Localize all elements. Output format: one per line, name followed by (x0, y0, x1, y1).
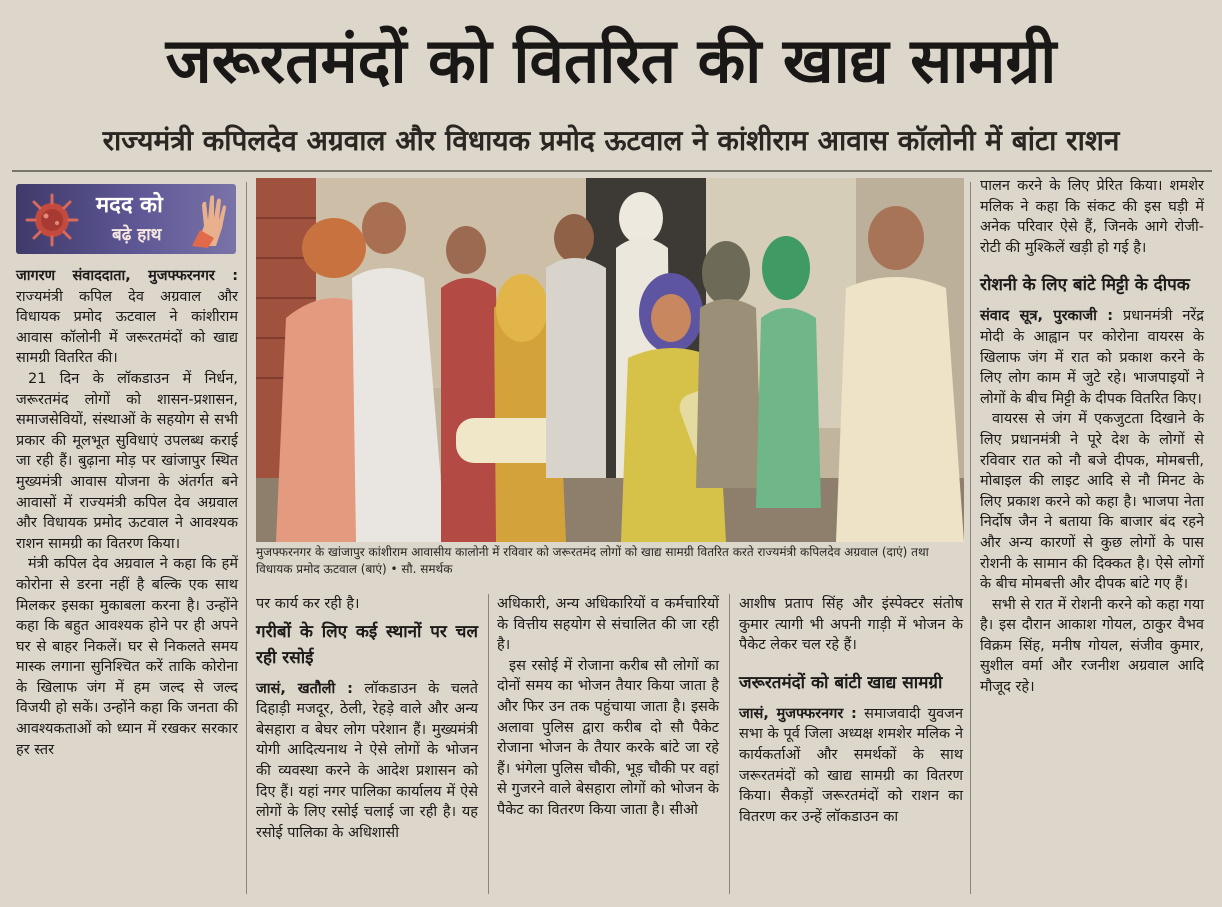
column-divider (246, 182, 247, 894)
paragraph: समाजवादी युवजन सभा के पूर्व जिला अध्यक्ष शमशेर मलिक ने कार्यकर्ताओं और समर्थकों के साथ जरूरतमंदों को खाद्य सामग्री का वितरण किया। सैकड़ों जरूरतमंदों को राशन का वितरण कर उन्हें लॉकडाउन का (739, 705, 963, 825)
paragraph: पर कार्य कर रही है। (256, 596, 360, 612)
divider (12, 170, 1212, 172)
paragraph: लॉकडाउन के चलते दिहाड़ी मजदूर, ठेली, रेहड़े वाले और अन्य बेसहारा व बेघर लोग परेशान हैं। मुख्यमंत्री योगी आदित्यनाथ ने ऐसे लोगों के भोजन की व्यवस्था करने के आदेश प्रशासन को दिए हैं। यहां नगर पालिका कार्यालय में ऐसे लोगों के लिए रसोई चलाई जा रही है। यह रसोई पालिका के अधिशासी (256, 680, 479, 841)
paragraph: अधिकारी, अन्य अधिकारियों व कर्मचारियों के वित्तीय सहयोग से संचालित की जा रही है। (497, 596, 719, 654)
dateline: जासं, खतौली : (256, 680, 353, 697)
subheading: जरूरतमंदों को बांटी खाद्य सामग्री (739, 672, 943, 693)
subheadline: राज्यमंत्री कपिलदेव अग्रवाल और विधायक प्रमोद ऊटवाल ने कांशीराम आवास कॉलोनी में बांटा राशन (102, 124, 1120, 157)
subheading: रोशनी के लिए बांटे मिट्टी के दीपक (980, 275, 1190, 296)
distribution-photo (256, 178, 964, 542)
paragraph: पालन करने के लिए प्रेरित किया। शमशेर मलिक ने कहा कि संकट की इस घड़ी में अनेक परिवार ऐसे हैं, जिनके आगे रोजी-रोटी की मुश्किलें खड़ी हो गई है। (980, 178, 1204, 256)
article-column-2 (256, 594, 478, 843)
photo-caption: मुजफ्फरनगर के खांजापुर कांशीराम आवासीय कालोनी में रविवार को जरूरतमंद लोगों को खाद्य सामग्री वितरित करते राज्यमंत्री कपिलदेव अग्रवाल (दाएं) तथा विधायक प्रमोद ऊटवाल (बाएं) • सौ. समर्थक (256, 545, 929, 576)
column-divider (729, 594, 730, 894)
badge-title: मदद को (96, 193, 163, 218)
dateline: जासं, मुजफ्फरनगर : (739, 705, 857, 722)
paragraph: सभी से रात में रोशनी करने को कहा गया है। इस दौरान आकाश गोयल, ठाकुर वैभव विक्रम सिंह, मनीष गोयल, संजीव कुमार, सुशील वर्मा और रजनीश अग्रवाल आदि मौजूद रहे। (980, 596, 1204, 696)
article-column-1 (16, 266, 238, 760)
paragraph: राज्यमंत्री कपिल देव अग्रवाल और विधायक प्रमोद ऊटवाल ने कांशीराम आवास कॉलोनी में जरूरतमंदों को खाद्य सामग्री वितरित की। (16, 288, 238, 367)
paragraph: मंत्री कपिल देव अग्रवाल ने कहा कि हमें कोरोना से डरना नहीं है बल्कि एक साथ मिलकर इसका मुकाबला करना है। उन्होंने कहा कि बहुत आवश्यक होने पर ही अपने घर से बाहर निकलें। घर से निकलते समय मास्क लगाना सुनिश्चित करें ताकि कोरोना के खिलाफ जंग में हम जल्द से जल्द विजयी हो सकें। उन्होंने कहा कि जनता की आवश्यकताओं को ध्यान में रखकर सरकार हर स्तर (16, 556, 238, 758)
help-badge (16, 184, 236, 254)
dateline: संवाद सूत्र, पुरकाजी : (980, 308, 1114, 325)
paragraph: प्रधानमंत्री नरेंद्र मोदी के आह्वान पर कोरोना वायरस के खिलाफ जंग में रात को प्रकाश करने के लिए लोग काम में जुटे रहे। भाजपाइयों ने लोगों के बीच मिट्टी के दीपक वितरित किए। (980, 308, 1204, 407)
paragraph: 21 दिन के लॉकडाउन में निर्धन, जरूरतमंद लोगों को शासन-प्रशासन, समाजसेवियों, संस्थाओं के सहयोग से सभी प्रकार की मूलभूत सुविधाएं उपलब्ध कराई जा रही हैं। बुढ़ाना मोड़ पर खांजापुर स्थित मुख्यमंत्री आवास योजना के अंतर्गत बने आवासों में राज्यमंत्री कपिल देव अग्रवाल और विधायक प्रमोद ऊटवाल ने आवश्यक राशन सामग्री का वितरण किया। (16, 370, 238, 552)
dateline: जागरण संवाददाता, मुजफ्फरनगर : (16, 268, 238, 284)
article-column-3 (497, 594, 719, 821)
article-column-4 (739, 594, 963, 827)
column-divider (970, 182, 971, 894)
coronavirus-icon (22, 190, 82, 250)
helping-hand-icon (190, 192, 234, 248)
badge-subtitle: बढ़े हाथ (112, 225, 162, 245)
article-column-5 (980, 176, 1204, 698)
paragraph: आशीष प्रताप सिंह और इंस्पेक्टर संतोष कुमार त्यागी भी अपनी गाड़ी में भोजन के पैकेट लेकर चल रहे हैं। (739, 596, 963, 654)
column-divider (488, 594, 489, 894)
subheading: गरीबों के लिए कई स्थानों पर चल रही रसोई (256, 621, 478, 668)
headline: जरूरतमंदों को वितरित की खाद्य सामग्री (165, 24, 1057, 97)
paragraph: वायरस से जंग में एकजुटता दिखाने के लिए प्रधानमंत्री ने पूरे देश के लोगों से रविवार रात को नौ बजे दीपक, मोमबत्ती, मोबाइल की लाइट आदि से नौ मिनट के लिए प्रकाश करने को कहा है। भाजपा नेता निर्दोष जैन ने बताया कि बाजार बंद रहने और अन्य कारणों से कुछ लोगों के पास रोशनी के सामान की दिक्कत है। ऐसे लोगों के बीच मोमबत्ती और दीपक बांटे गए हैं। (980, 411, 1204, 593)
news-photo (256, 178, 964, 542)
paragraph: इस रसोई में रोजाना करीब सौ लोगों का दोनों समय का भोजन तैयार किया जाता है और फिर उन तक पहुंचाया जाता है। इसके अलावा पुलिस द्वारा करीब दो सौ पैकेट रोजाना भोजन के तैयार करके बांटे जा रहे हैं। भंगेला पुलिस चौकी, भूड़ चौकी पर वहां से गुजरने वाले बेसहारा लोगों को भोजन के पैकेट का वितरण किया जाता है। सीओ (497, 657, 719, 818)
